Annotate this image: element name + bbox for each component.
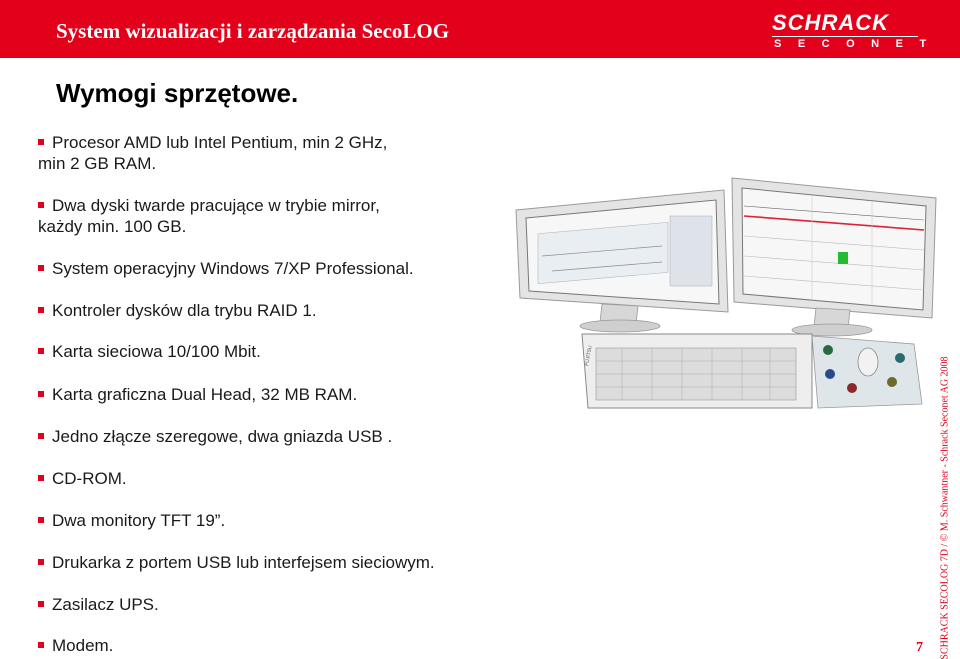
list-item-line: Modem. [52,636,114,655]
list-item-line: Dwa dyski twarde pracujące w trybie mirror, [52,196,380,215]
bullet-marker [38,307,44,313]
workstation-illustration [512,176,938,410]
list-item [38,468,498,489]
list-item [38,594,498,615]
list-item [38,195,498,237]
bullet-marker [38,348,44,354]
copyright-text: SCHRACK SECOLOG 7D / © M. Schwantner - Schrack Seconet AG 2008 [939,355,951,659]
page-title: Wymogi sprzętowe. [56,78,299,108]
list-item-line: Jedno złącze szeregowe, dwa gniazda USB . [52,427,393,446]
keyboard-brand-label: FUJITSU [584,345,594,367]
list-item-line: Dwa monitory TFT 19”. [52,511,226,530]
list-item-line: Zasilacz UPS. [52,595,159,614]
bullet-marker [38,265,44,271]
bullet-marker [38,517,44,523]
right-monitor [732,178,936,336]
bullet-marker [38,202,44,208]
mouse-icon [858,348,878,376]
list-item-line: System operacyjny Windows 7/XP Professional. [52,259,414,278]
list-item [38,132,498,174]
logo-sub-text: SECONET [774,38,943,50]
list-item-line: Karta graficzna Dual Head, 32 MB RAM. [52,385,358,404]
bullet-marker [38,391,44,397]
bullet-marker [38,475,44,481]
vertical-copyright-note [934,355,956,659]
bullet-marker [38,642,44,648]
list-item [38,258,498,279]
header-bar [0,0,960,58]
keyboard [582,334,812,408]
list-item-line: Kontroler dysków dla trybu RAID 1. [52,301,317,320]
logo-main-text: SCHRACK [772,10,889,35]
list-item-line: Procesor AMD lub Intel Pentium, min 2 GHz, [52,133,388,152]
list-item-line: min 2 GB RAM. [38,154,157,173]
mouse-pad [812,336,922,408]
schrack-logo [772,10,943,50]
list-item-line: Karta sieciowa 10/100 Mbit. [52,342,261,361]
list-item [38,510,498,531]
bullet-marker [38,601,44,607]
list-item-line: Drukarka z portem USB lub interfejsem sieciowym. [52,553,435,572]
list-item-line: każdy min. 100 GB. [38,217,187,236]
list-item [38,552,498,573]
bullet-marker [38,433,44,439]
list-item [38,341,498,362]
list-item [38,384,498,405]
bullet-marker [38,139,44,145]
list-item [38,426,498,447]
logo-divider [772,36,918,37]
list-item-line: CD-ROM. [52,469,127,488]
list-item [38,635,498,656]
page-number: 7 [916,640,923,655]
bullet-marker [38,559,44,565]
header-title: System wizualizacji i zarządzania SecoLOG [56,19,450,43]
list-item [38,300,498,321]
left-monitor [516,190,728,332]
